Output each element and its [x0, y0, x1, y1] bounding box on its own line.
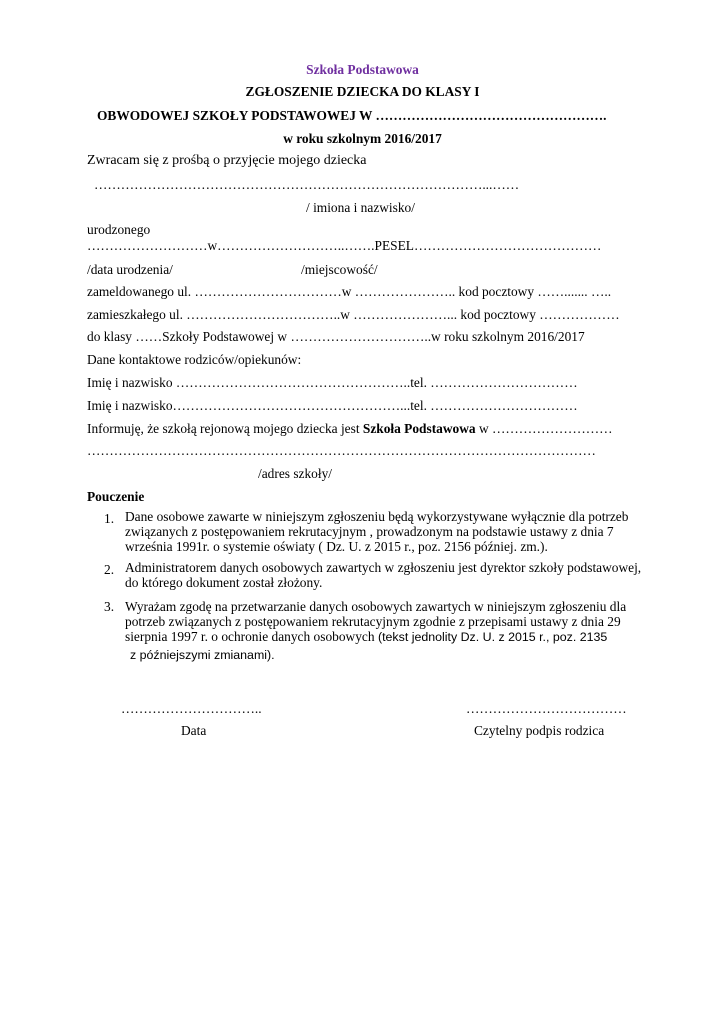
district-school-prefix: Informuję, że szkołą rejonową mojego dziecka jest: [87, 421, 363, 436]
district-school-line[interactable]: [87, 421, 613, 436]
district-school-name: Szkoła Podstawowa: [362, 421, 476, 436]
signature-label: Czytelny podpis rodzica: [474, 723, 605, 738]
notice-item-2-text: Administratorem danych osobowych zawartych w zgłoszeniu jest dyrektor szkoły podstawowej, do którego dokument został złożony.: [125, 560, 642, 590]
notice-item-1-text: Dane osobowe zawarte w niniejszym zgłoszeniu będą wykorzystywane wyłącznie dla potrzeb związanych z postępowaniem rekrutacyjnym , prowadzonym na podstawie ustawy z dnia 7 września 1991r. o systemie oświaty ( Dz. U. z 2015 r., poz. 2156 później. zm.).: [125, 509, 629, 554]
birth-details-field[interactable]: ………………………w………………………..…….PESEL……………………………………: [87, 238, 602, 253]
document-title: ZGŁOSZENIE DZIECKA DO KLASY I: [245, 84, 480, 99]
notice-heading: Pouczenie: [87, 489, 145, 504]
born-label: urodzonego: [87, 222, 151, 237]
document-subtitle: OBWODOWEJ SZKOŁY PODSTAWOWEJ W …………………………………………….: [97, 108, 607, 123]
request-line: Zwracam się z prośbą o przyjęcie mojego dziecka: [87, 153, 367, 168]
registered-address-field[interactable]: zameldowanego ul. ……………………………w ………………….. kod pocztowy ……....... …..: [87, 284, 612, 299]
school-address-label: /adres szkoły/: [258, 466, 333, 481]
notice-item-1-number: 1.: [104, 511, 115, 526]
notice-item-3-text-main: Wyrażam zgodę na przetwarzanie danych osobowych zawartych w niniejszym zgłoszeniu dla potrzeb związanych z postępowaniem rekrutacyjnym zgodnie z przepisami ustawy z dnia 29 sierpnia 1997 r. o ochronie danych osobowych: [125, 599, 627, 644]
school-name: Szkoła Podstawowa: [306, 62, 419, 77]
birth-date-label: /data urodzenia/: [87, 262, 173, 277]
school-address-field[interactable]: ……………………………………………………………………………………………………: [87, 443, 596, 458]
notice-item-2-number: 2.: [104, 562, 115, 577]
notice-item-3-text-amendments: z późniejszymi zmianami).: [130, 648, 275, 662]
birth-place-label: /miejscowość/: [301, 262, 378, 277]
contact-heading: Dane kontaktowe rodziców/opiekunów:: [87, 352, 302, 367]
child-name-field[interactable]: ……………………………………………………………………………...……: [94, 177, 520, 192]
district-school-suffix: w ………………………: [475, 421, 613, 436]
notice-item-3-text: [125, 599, 650, 645]
class-school-field[interactable]: do klasy ……Szkoły Podstawowej w …………………………..w roku szkolnym 2016/2017: [87, 329, 585, 344]
parent-2-field[interactable]: Imię i nazwisko……………………………………………...tel. ……………………………: [87, 398, 578, 413]
residence-address-field[interactable]: zamieszkałego ul. ……………………………..w …………………... kod pocztowy ………………: [87, 307, 620, 322]
date-label: Data: [181, 723, 207, 738]
parent-1-field[interactable]: Imię i nazwisko ……………………………………………..tel. ……………………………: [87, 375, 578, 390]
signature-field[interactable]: ………………………………: [466, 701, 627, 716]
school-year-heading: w roku szkolnym 2016/2017: [283, 131, 442, 146]
notice-item-3-text-law: (tekst jednolity Dz. U. z 2015 r., poz. 2135: [374, 630, 608, 644]
notice-item-3-number: 3.: [104, 599, 115, 614]
child-name-label: / imiona i nazwisko/: [306, 200, 415, 215]
date-field[interactable]: …………………………..: [121, 701, 262, 716]
